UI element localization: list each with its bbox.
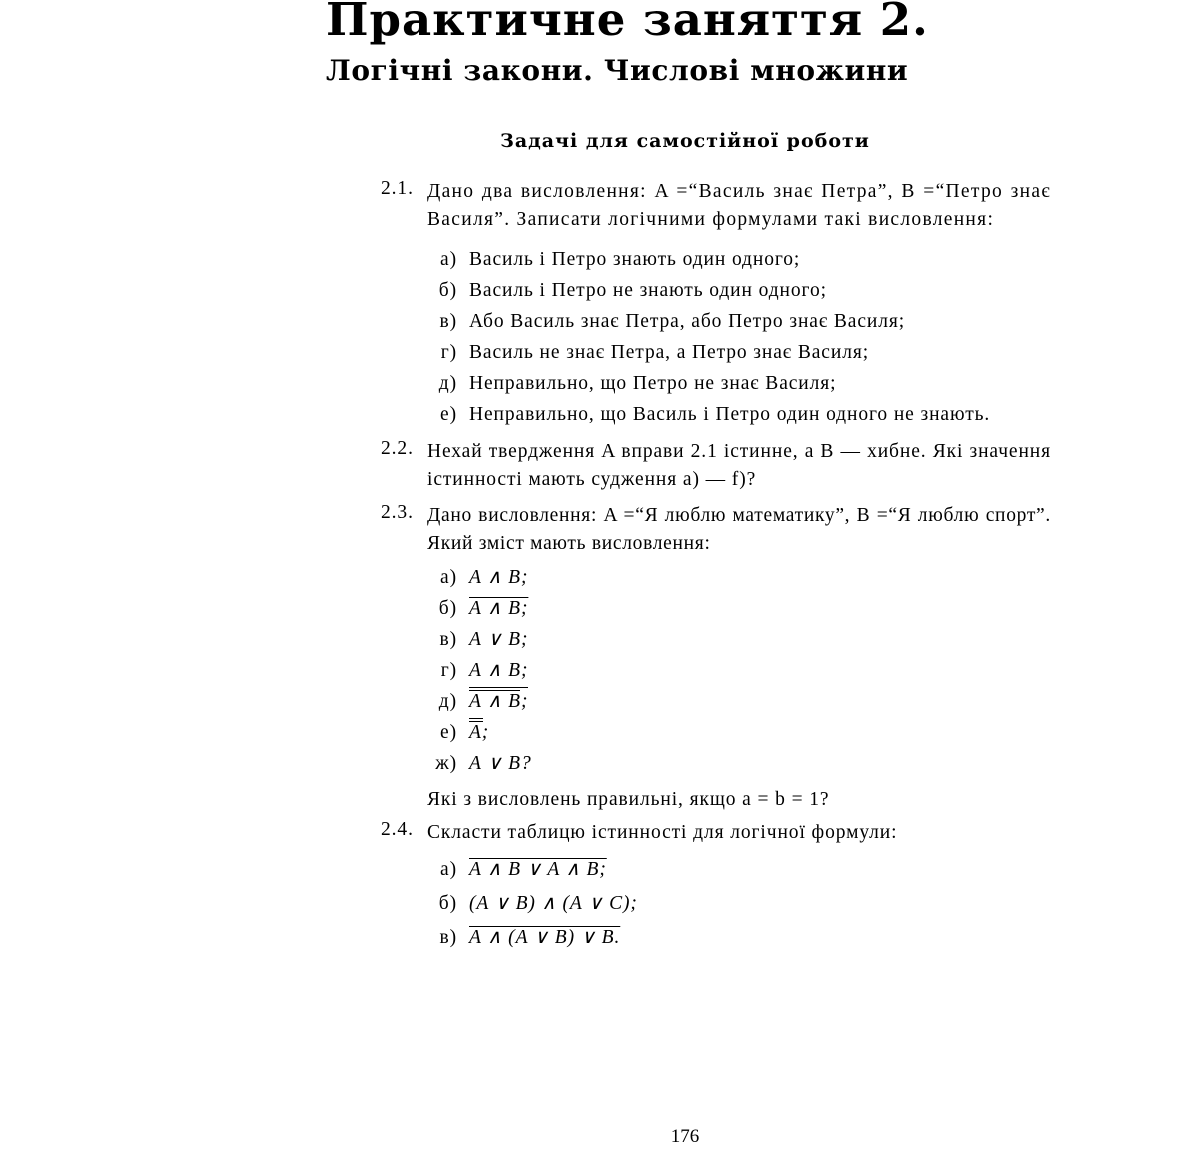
problem-number: 2.1. [381, 178, 414, 199]
sub-items [427, 244, 1051, 430]
formula: A ∨ B; [469, 629, 529, 650]
formula: (A ∨ B) ∧ (A ∨ C); [469, 893, 638, 914]
list-item: е) A; [427, 717, 1051, 748]
problem-text: Нехай твердження A вправи 2.1 істинне, а B — хибне. Які значення істинності мають судження a) — f)? [427, 441, 1051, 490]
list-item: д) Неправильно, що Петро не знає Василя; [438, 373, 837, 394]
problem-2-1 [381, 178, 1051, 430]
sub-items [427, 853, 1051, 955]
formula: A ∧ B; [469, 567, 529, 588]
problem-text: Дано два висловлення: A =“Василь знає Петра”, B =“Петро знає Василя”. Записати логічними формулами такі висловлення: [427, 181, 1051, 230]
list-item: е) Неправильно, що Василь і Петро один одного не знають. [440, 404, 991, 425]
list-item: а) Василь і Петро знають один одного; [440, 249, 801, 270]
list-item: в) A ∧ (A ∨ B) ∨ B. [439, 927, 621, 948]
section-heading: Задачі для самостійної роботи [500, 130, 870, 152]
formula: A ∧ B; [469, 686, 528, 717]
problem-2-3 [381, 502, 1051, 817]
problem-number: 2.3. [381, 502, 414, 523]
page-title: Практичне заняття 2. [326, 0, 929, 46]
problems-list [381, 178, 1051, 955]
problem-2-2 [381, 438, 1051, 494]
page-number: 176 [670, 1126, 700, 1147]
formula: A ∧ B; [469, 660, 529, 681]
formula: A; [469, 717, 489, 748]
list-item: б) Василь і Петро не знають один одного; [438, 280, 827, 301]
formula: A ∧ B; [469, 598, 529, 619]
page-subtitle: Логічні закони. Числові множини [326, 54, 909, 87]
problem-number: 2.4. [381, 819, 414, 840]
list-item: в) Або Василь знає Петра, або Петро знає Василя; [439, 311, 906, 332]
formula: A ∧ (A ∨ B) ∨ B. [469, 927, 621, 948]
problem-number: 2.2. [381, 438, 414, 459]
list-item: ж) A ∨ B? [435, 753, 532, 774]
formula: A ∨ B? [469, 753, 532, 774]
problem-text: Дано висловлення: A =“Я люблю математику”, B =“Я люблю спорт”. Який зміст мають висловлення: [427, 505, 1051, 554]
list-item: а) A ∧ B; [440, 567, 529, 588]
list-item: б) A ∧ B; [438, 598, 529, 619]
problem-text: Скласти таблицю істинності для логічної формули: [427, 822, 898, 843]
problem-note: Які з висловлень правильні, якщо a = b = 1? [427, 789, 830, 810]
list-item: в) A ∨ B; [439, 629, 529, 650]
problem-2-4 [381, 819, 1051, 955]
list-item: г) Василь не знає Петра, а Петро знає Василя; [440, 342, 870, 363]
list-item: г) A ∧ B; [440, 660, 529, 681]
list-item: д) A ∧ B; [427, 686, 1051, 717]
formula: A ∧ B ∨ A ∧ B; [469, 859, 607, 880]
list-item: а) A ∧ B ∨ A ∧ B; [440, 859, 607, 880]
sub-items [427, 562, 1051, 779]
list-item: б) (A ∨ B) ∧ (A ∨ C); [438, 893, 638, 914]
